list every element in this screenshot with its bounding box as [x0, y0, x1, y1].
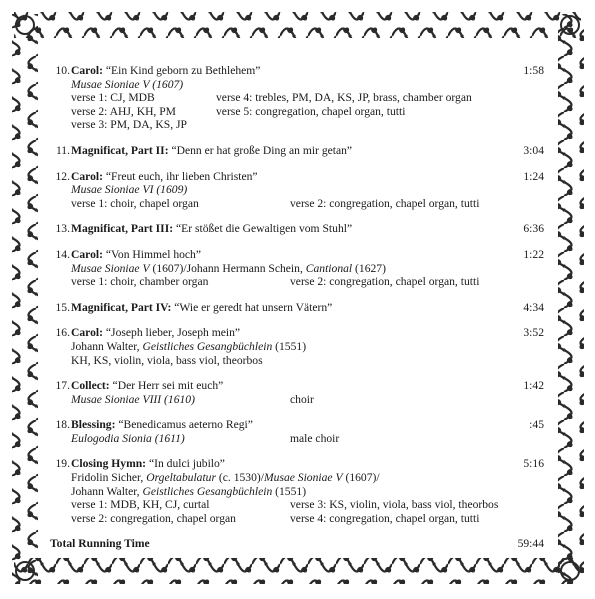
verse-left: verse 1: MDB, KH, CJ, curtal — [71, 498, 210, 512]
track-source: Johann Walter, Geistliches Gesangbüchlein (1551) — [71, 339, 307, 353]
verse-right: verse 2: congregation, chapel organ, tutti — [290, 196, 480, 210]
track-number: 10. — [55, 64, 70, 77]
track-duration: 5:16 — [523, 457, 544, 471]
track-title: Carol: “Joseph lieber, Joseph mein” — [71, 326, 241, 340]
track-duration: 1:22 — [523, 247, 544, 261]
track-source: Musae Sioniae VI (1609) — [71, 183, 188, 197]
track-source: Eulogodia Sionia (1611) — [71, 431, 185, 445]
total-running-time — [50, 537, 544, 551]
verse-right: verse 4: trebles, PM, DA, KS, JP, brass, chamber organ — [216, 91, 472, 105]
track-title: Carol: “Ein Kind geborn zu Bethlehem” — [71, 64, 261, 77]
track-source: Musae Sioniae V (1607) — [71, 77, 184, 91]
verse-left: verse 1: choir, chamber organ — [71, 275, 209, 289]
track-19 — [50, 457, 544, 525]
verse-left: verse 1: choir, chapel organ — [71, 196, 199, 210]
track-title: Collect: “Der Herr sei mit euch” — [71, 379, 224, 393]
verse-right: verse 3: KS, violin, viola, bass viol, theorbos — [290, 498, 499, 512]
track-duration: 1:58 — [523, 64, 544, 77]
verse-left: verse 3: PM, DA, KS, JP — [71, 118, 187, 132]
track-listing — [50, 64, 544, 551]
track-11 — [50, 144, 544, 158]
track-title: Carol: “Von Himmel hoch” — [71, 247, 201, 261]
track-source-cont: Johann Walter, Geistliches Gesangbüchlein (1551) — [71, 484, 307, 498]
track-source: Musae Sioniae VIII (1610) — [71, 392, 195, 406]
total-duration: 59:44 — [517, 537, 544, 551]
total-label: Total Running Time — [50, 537, 150, 551]
track-number: 18. — [55, 418, 70, 432]
verse-left: verse 1: CJ, MDB — [71, 91, 155, 105]
track-14 — [50, 248, 544, 289]
track-number: 16. — [55, 326, 70, 340]
track-number: 17. — [55, 379, 70, 393]
track-12 — [50, 170, 544, 211]
track-title: Carol: “Freut euch, ihr lieben Christen” — [71, 169, 258, 183]
performers: KH, KS, violin, viola, bass viol, theorbos — [71, 353, 263, 367]
performing-forces: choir — [290, 392, 314, 406]
performing-forces: male choir — [290, 431, 340, 445]
track-title: Magnificat, Part II: “Denn er hat große Ding an mir getan” — [71, 143, 353, 157]
track-number: 13. — [55, 222, 70, 236]
track-10 — [50, 64, 544, 132]
track-18 — [50, 418, 544, 445]
track-title: Closing Hymn: “In dulci jubilo” — [71, 457, 225, 471]
track-duration: 1:24 — [523, 169, 544, 183]
verse-right: verse 4: congregation, chapel organ, tutti — [290, 511, 480, 525]
track-number: 19. — [55, 457, 70, 471]
track-number: 14. — [55, 247, 70, 261]
verse-right: verse 2: congregation, chapel organ, tutti — [290, 275, 480, 289]
track-title: Magnificat, Part III: “Er stößet die Gewaltigen vom Stuhl” — [71, 222, 353, 236]
track-13 — [50, 222, 544, 236]
track-title: Magnificat, Part IV: “Wie er geredt hat unsern Vätern” — [71, 300, 333, 314]
track-number: 11. — [55, 143, 70, 157]
track-duration: 6:36 — [523, 222, 544, 236]
track-title: Blessing: “Benedicamus aeterno Regi” — [71, 418, 253, 432]
track-number: 12. — [55, 169, 70, 183]
verse-right: verse 5: congregation, chapel organ, tutti — [216, 104, 406, 118]
track-17 — [50, 379, 544, 406]
track-source: Musae Sioniae V (1607)/Johann Hermann Schein, Cantional (1627) — [71, 261, 386, 275]
verse-left: verse 2: congregation, chapel organ — [71, 511, 236, 525]
track-number: 15. — [55, 300, 70, 314]
track-duration: 1:42 — [523, 379, 544, 393]
track-duration: 3:52 — [523, 326, 544, 340]
track-15 — [50, 301, 544, 315]
track-16 — [50, 326, 544, 367]
track-duration: 3:04 — [523, 143, 544, 157]
verse-left: verse 2: AHJ, KH, PM — [71, 104, 176, 118]
track-source: Fridolin Sicher, Orgeltabulatur (c. 1530)/Musae Sioniae V (1607)/ — [71, 471, 380, 485]
track-duration: :45 — [529, 418, 544, 432]
track-duration: 4:34 — [523, 300, 544, 314]
